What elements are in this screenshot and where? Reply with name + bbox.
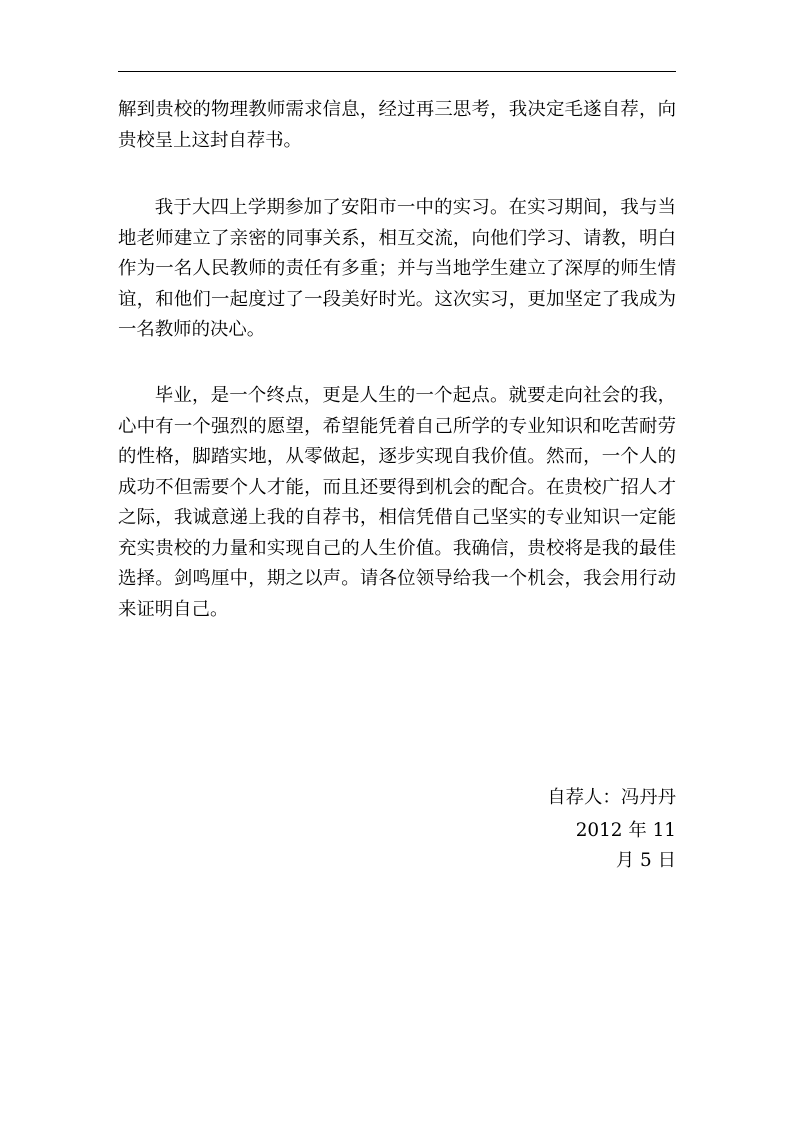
letter-paragraph-2 bbox=[118, 193, 676, 346]
signature-date-line-2: 月 5 日 bbox=[615, 850, 676, 871]
signature-date-line-1: 2012 年 11 bbox=[575, 820, 676, 841]
letter-paragraph-1 bbox=[118, 95, 676, 156]
header-rule bbox=[118, 71, 676, 72]
letter-paragraph-3 bbox=[118, 381, 676, 625]
paragraph-text: 毕业，是一个终点，更是人生的一个起点。就要走向社会的我，心中有一个强烈的愿望，希望能凭着自己所学的专业知识和吃苦耐劳的性格，脚踏实地，从零做起，逐步实现自我价值。然而，一个人的成功不但需要个人才能，而且还要得到机会的配合。在贵校广招人才之际，我诚意递上我的自荐书，相信凭借自己坚实的专业知识一定能充实贵校的力量和实现自己的人生价值。我确信，贵校将是我的最佳选择。剑鸣厘中，期之以声。请各位领导给我一个机会，我会用行动来证明自己。 bbox=[118, 385, 676, 620]
paragraph-text: 我于大四上学期参加了安阳市一中的实习。在实习期间，我与当地老师建立了亲密的同事关系，相互交流，向他们学习、请教，明白作为一名人民教师的责任有多重；并与当地学生建立了深厚的师生情谊，和他们一起度过了一段美好时光。这次实习，更加坚定了我成为一名教师的决心。 bbox=[118, 197, 676, 340]
paragraph-text: 解到贵校的物理教师需求信息，经过再三思考，我决定毛遂自荐，向贵校呈上这封自荐书。 bbox=[118, 99, 676, 151]
signature-name: 自荐人：冯丹丹 bbox=[547, 787, 676, 808]
